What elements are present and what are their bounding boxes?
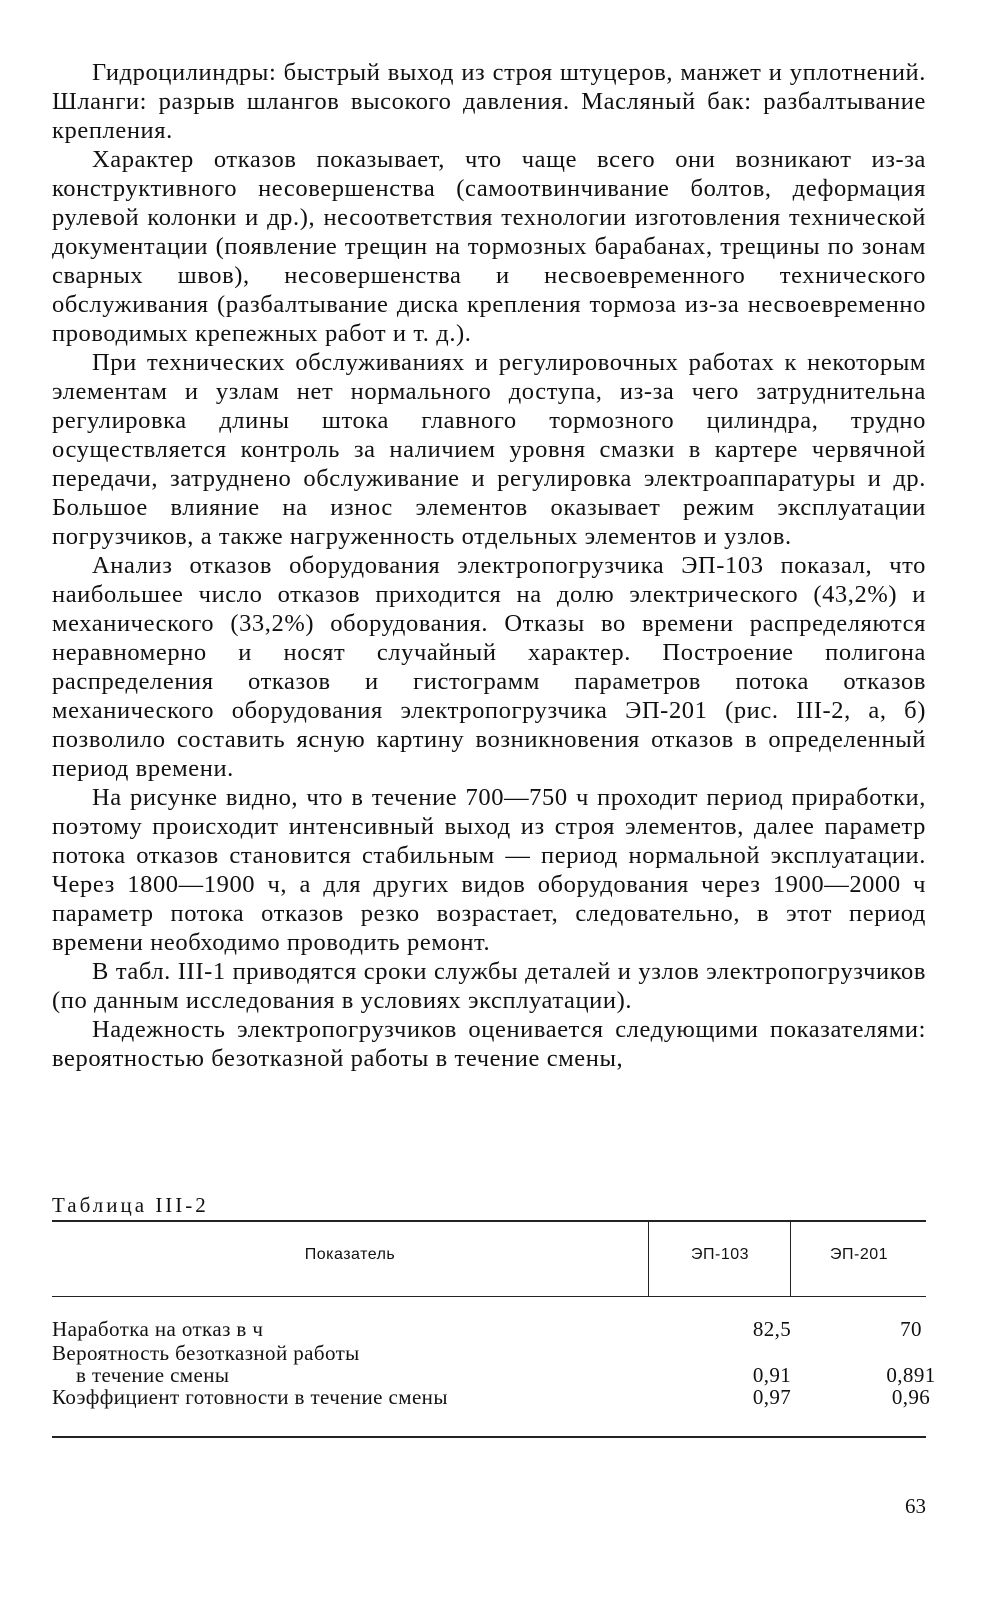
- paragraph: Анализ отказов оборудования электропогрузчика ЭП-103 показал, что наибольшее число отказов приходится на долю электрического (43,2%) и механического (33,2%) оборудования. Отказы во времени распределяются неравномерно и носят случайный характер. Построение полигона распределения отказов и гистограмм параметров потока отказов механического оборудования электропогрузчика ЭП-201 (рис. III-2, а, б) позволило составить ясную картину возникновения отказов в определенный период времени.: [52, 552, 926, 782]
- value-ep201: 70: [900, 1317, 922, 1341]
- paragraph: Характер отказов показывает, что чаще всего они возникают из-за конструктивного несовершенства (самоотвинчивание болтов, деформация рулевой колонки и др.), несоответствия технологии изготовления технической документации (появление трещин на тормозных барабанах, трещины по зонам сварных швов), несовершенства и несвоевременного технического обслуживания (разбалтывание диска крепления тормоза из-за несвоевременно проводимых крепежных работ и т. д.).: [52, 146, 926, 347]
- table-header-ep103: ЭП-103: [690, 1246, 750, 1263]
- row-label: [52, 1342, 642, 1386]
- paragraph: На рисунке видно, что в течение 700—750 ч проходит период приработки, поэтому происходит интенсивный выход из строя элементов, далее параметр потока отказов становится стабильным — период нормальной эксплуатации. Через 1800—1900 ч, а для других видов оборудования через 1900—2000 ч параметр потока отказов резко возрастает, следовательно, в этот период времени необходимо проводить ремонт.: [52, 784, 926, 956]
- value-ep103: 0,91: [752, 1363, 792, 1387]
- value-ep201: 0,96: [891, 1385, 931, 1409]
- row-label: Наработка на отказ в ч: [52, 1317, 264, 1341]
- value-ep201: 0,891: [886, 1363, 936, 1387]
- table-header-indicator: Показатель: [304, 1246, 396, 1263]
- row-label-line: Вероятность безотказной работы: [52, 1341, 360, 1365]
- table-bottom-rule: [52, 1436, 926, 1438]
- row-label: Коэффициент готовности в течение смены: [52, 1385, 448, 1409]
- page-number: 63: [905, 1494, 926, 1518]
- table-column-divider: [790, 1222, 791, 1296]
- value-ep103: 0,97: [752, 1385, 792, 1409]
- paragraph: Гидроцилиндры: быстрый выход из строя штуцеров, манжет и уплотнений. Шланги: разрыв шлангов высокого давления. Масляный бак: разбалтывание крепления.: [52, 59, 926, 144]
- value-ep103: 82,5: [752, 1317, 792, 1341]
- table-header-rule: [52, 1296, 926, 1297]
- row-label-line: в течение смены: [76, 1363, 230, 1387]
- table-header-ep201: ЭП-201: [829, 1246, 889, 1263]
- table-top-rule: [52, 1220, 926, 1222]
- paragraph: При технических обслуживаниях и регулировочных работах к некоторым элементам и узлам нет нормального доступа, из-за чего затруднительна регулировка длины штока главного тормозного цилиндра, трудно осуществляется контроль за наличием уровня смазки в картере червячной передачи, затруднено обслуживание и регулировка электроаппаратуры и др. Большое влияние на износ элементов оказывает режим эксплуатации погрузчиков, а также нагруженность отдельных элементов и узлов.: [52, 349, 926, 550]
- paragraph: В табл. III-1 приводятся сроки службы деталей и узлов электропогрузчиков (по данным исследования в условиях эксплуатации).: [52, 958, 926, 1014]
- table-column-divider: [648, 1222, 649, 1296]
- body-text: [52, 58, 926, 1073]
- paragraph: Надежность электропогрузчиков оценивается следующими показателями: вероятностью безотказной работы в течение смены,: [52, 1016, 926, 1072]
- table-caption: Таблица III-2: [52, 1193, 209, 1217]
